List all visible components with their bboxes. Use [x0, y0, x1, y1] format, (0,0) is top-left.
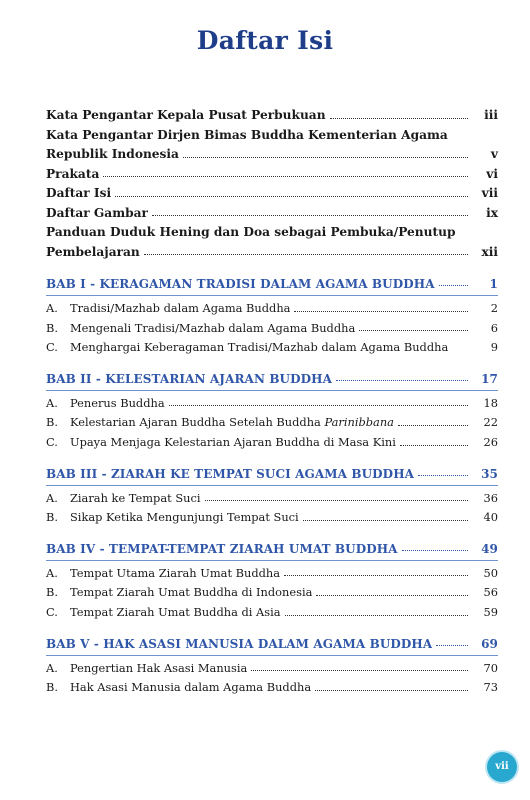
- section-entry[interactable]: [46, 678, 498, 698]
- chapter-title: BAB IV - TEMPAT-TEMPAT ZIARAH UMAT BUDDHA: [46, 541, 398, 556]
- table-of-contents: [46, 106, 498, 698]
- section-letter: B.: [46, 320, 58, 335]
- toc-entry[interactable]: [46, 243, 498, 263]
- chapter-page: 49: [481, 541, 498, 556]
- toc-entry-label: Kata Pengantar Dirjen Bimas Buddha Kementerian Agama: [46, 127, 448, 142]
- section-page: 26: [483, 434, 498, 449]
- section-label: Tempat Ziarah Umat Buddha di Asia: [70, 604, 281, 619]
- section-letter: C.: [46, 340, 58, 355]
- toc-entry-page: ix: [486, 205, 498, 220]
- section-page: 18: [483, 395, 498, 410]
- section-letter: A.: [46, 395, 58, 410]
- chapter-block: [46, 636, 498, 698]
- section-entry[interactable]: [46, 394, 498, 414]
- chapter-heading[interactable]: [46, 636, 498, 653]
- section-label: Tempat Utama Ziarah Umat Buddha: [70, 565, 281, 580]
- section-label: Hak Asasi Manusia dalam Agama Buddha: [70, 680, 312, 695]
- toc-entry-label: Pembelajaran: [46, 244, 140, 259]
- toc-entry[interactable]: [46, 204, 498, 224]
- section-page: 2: [490, 301, 498, 315]
- toc-entry[interactable]: [46, 126, 498, 146]
- section-label-italic: Parinibbana: [324, 415, 394, 430]
- section-page: 9: [490, 340, 498, 355]
- dot-leader: [183, 157, 468, 158]
- chapter-block: [46, 466, 498, 528]
- section-label: Pengertian Hak Asasi Manusia: [70, 660, 248, 675]
- section-entry[interactable]: [46, 338, 498, 358]
- toc-entry[interactable]: [46, 223, 498, 243]
- chapter-divider: [46, 485, 498, 486]
- page-number: vii: [495, 760, 509, 772]
- dot-leader: [251, 670, 468, 671]
- section-letter: A.: [46, 301, 58, 315]
- chapter-title: BAB I - KERAGAMAN TRADISI DALAM AGAMA BUDDHA: [46, 277, 435, 291]
- chapter-divider: [46, 390, 498, 391]
- chapter-heading[interactable]: [46, 466, 498, 483]
- chapter-title: BAB III - ZIARAH KE TEMPAT SUCI AGAMA BUDDHA: [46, 466, 415, 481]
- dot-leader: [336, 380, 468, 381]
- toc-entry-label: Republik Indonesia: [46, 147, 179, 161]
- toc-entry-label: Daftar Isi: [46, 186, 112, 200]
- page-title: Daftar Isi: [196, 26, 334, 55]
- section-entry[interactable]: [46, 659, 498, 679]
- chapter-divider: [46, 295, 498, 296]
- section-page: 59: [483, 604, 498, 619]
- toc-entry-label: Daftar Gambar: [46, 205, 148, 220]
- dot-leader: [315, 690, 468, 691]
- section-label: Menghargai Keberagaman Tradisi/Mazhab dalam Agama Buddha: [70, 340, 449, 355]
- section-label: Upaya Menjaga Kelestarian Ajaran Buddha di Masa Kini: [70, 434, 396, 449]
- toc-entry[interactable]: [46, 184, 498, 204]
- chapter-page: 17: [481, 371, 498, 386]
- toc-entry-page: iii: [484, 108, 498, 122]
- dot-leader: [144, 254, 468, 255]
- dot-leader: [115, 196, 468, 197]
- section-label: Sikap Ketika Mengunjungi Tempat Suci: [70, 510, 299, 525]
- dot-leader: [418, 475, 468, 476]
- section-page: 56: [483, 585, 498, 600]
- section-letter: B.: [46, 680, 58, 695]
- chapter-page: 69: [481, 636, 498, 651]
- section-label: Tempat Ziarah Umat Buddha di Indonesia: [70, 585, 313, 600]
- toc-entry[interactable]: [46, 165, 498, 185]
- section-page: 6: [490, 320, 498, 335]
- chapter-page: 1: [489, 277, 498, 291]
- section-entry[interactable]: [46, 489, 498, 509]
- section-page: 73: [483, 680, 498, 695]
- section-label: Penerus Buddha: [70, 395, 165, 410]
- dot-leader: [152, 215, 468, 216]
- section-entry[interactable]: [46, 583, 498, 603]
- chapter-block: [46, 371, 498, 453]
- section-entry[interactable]: [46, 413, 498, 433]
- section-letter: C.: [46, 434, 58, 449]
- dot-leader: [205, 500, 468, 501]
- section-entry[interactable]: [46, 508, 498, 528]
- section-page: 70: [483, 660, 498, 675]
- chapter-block: [46, 541, 498, 623]
- chapter-divider: [46, 560, 498, 561]
- toc-entry-page: v: [490, 147, 498, 161]
- dot-leader: [359, 330, 468, 331]
- page-number-badge: [487, 752, 517, 782]
- dot-leader: [400, 445, 468, 446]
- chapter-heading[interactable]: [46, 276, 498, 293]
- chapter-title: BAB V - HAK ASASI MANUSIA DALAM AGAMA BUDDHA: [46, 636, 433, 651]
- dot-leader: [439, 285, 468, 286]
- section-page: 50: [483, 565, 498, 580]
- dot-leader: [402, 550, 468, 551]
- dot-leader: [316, 595, 468, 596]
- section-letter: A.: [46, 660, 58, 675]
- section-letter: A.: [46, 565, 58, 580]
- toc-entry-page: vii: [481, 186, 498, 200]
- section-entry[interactable]: [46, 319, 498, 339]
- section-letter: A.: [46, 490, 58, 505]
- dot-leader: [436, 645, 468, 646]
- dot-leader: [169, 405, 468, 406]
- chapter-title: BAB II - KELESTARIAN AJARAN BUDDHA: [46, 371, 332, 386]
- section-letter: C.: [46, 604, 58, 619]
- section-entry[interactable]: [46, 603, 498, 623]
- section-label: Tradisi/Mazhab dalam Agama Buddha: [70, 301, 291, 315]
- section-letter: B.: [46, 585, 58, 600]
- dot-leader: [303, 520, 468, 521]
- toc-entry-label: Panduan Duduk Hening dan Doa sebagai Pembuka/Penutup: [46, 225, 456, 239]
- section-entry[interactable]: [46, 299, 498, 319]
- toc-entry-label: Prakata: [46, 166, 100, 181]
- section-label: [70, 413, 394, 433]
- section-label: Ziarah ke Tempat Suci: [70, 490, 201, 505]
- section-page: 36: [483, 490, 498, 505]
- toc-entry-page: vi: [486, 166, 498, 181]
- section-entry[interactable]: [46, 433, 498, 453]
- toc-entry[interactable]: [46, 106, 498, 126]
- toc-entry-page: xii: [481, 244, 498, 259]
- chapter-page: 35: [481, 466, 498, 481]
- dot-leader: [103, 176, 468, 177]
- chapter-block: [46, 276, 498, 358]
- front-matter-list: [46, 106, 498, 262]
- dot-leader: [294, 311, 468, 312]
- section-entry[interactable]: [46, 564, 498, 584]
- section-letter: B.: [46, 415, 58, 430]
- section-page: 40: [483, 510, 498, 525]
- dot-leader: [330, 118, 468, 119]
- toc-entry[interactable]: [46, 145, 498, 165]
- section-letter: B.: [46, 510, 58, 525]
- section-label-text: Kelestarian Ajaran Buddha Setelah Buddha: [70, 415, 325, 430]
- dot-leader: [285, 615, 468, 616]
- section-page: 22: [483, 415, 498, 430]
- dot-leader: [284, 575, 468, 576]
- chapter-divider: [46, 655, 498, 656]
- chapter-heading[interactable]: [46, 541, 498, 558]
- dot-leader: [398, 425, 468, 426]
- toc-entry-label: Kata Pengantar Kepala Pusat Perbukuan: [46, 108, 326, 122]
- chapter-heading[interactable]: [46, 371, 498, 388]
- section-label: Mengenali Tradisi/Mazhab dalam Agama Buddha: [70, 320, 356, 335]
